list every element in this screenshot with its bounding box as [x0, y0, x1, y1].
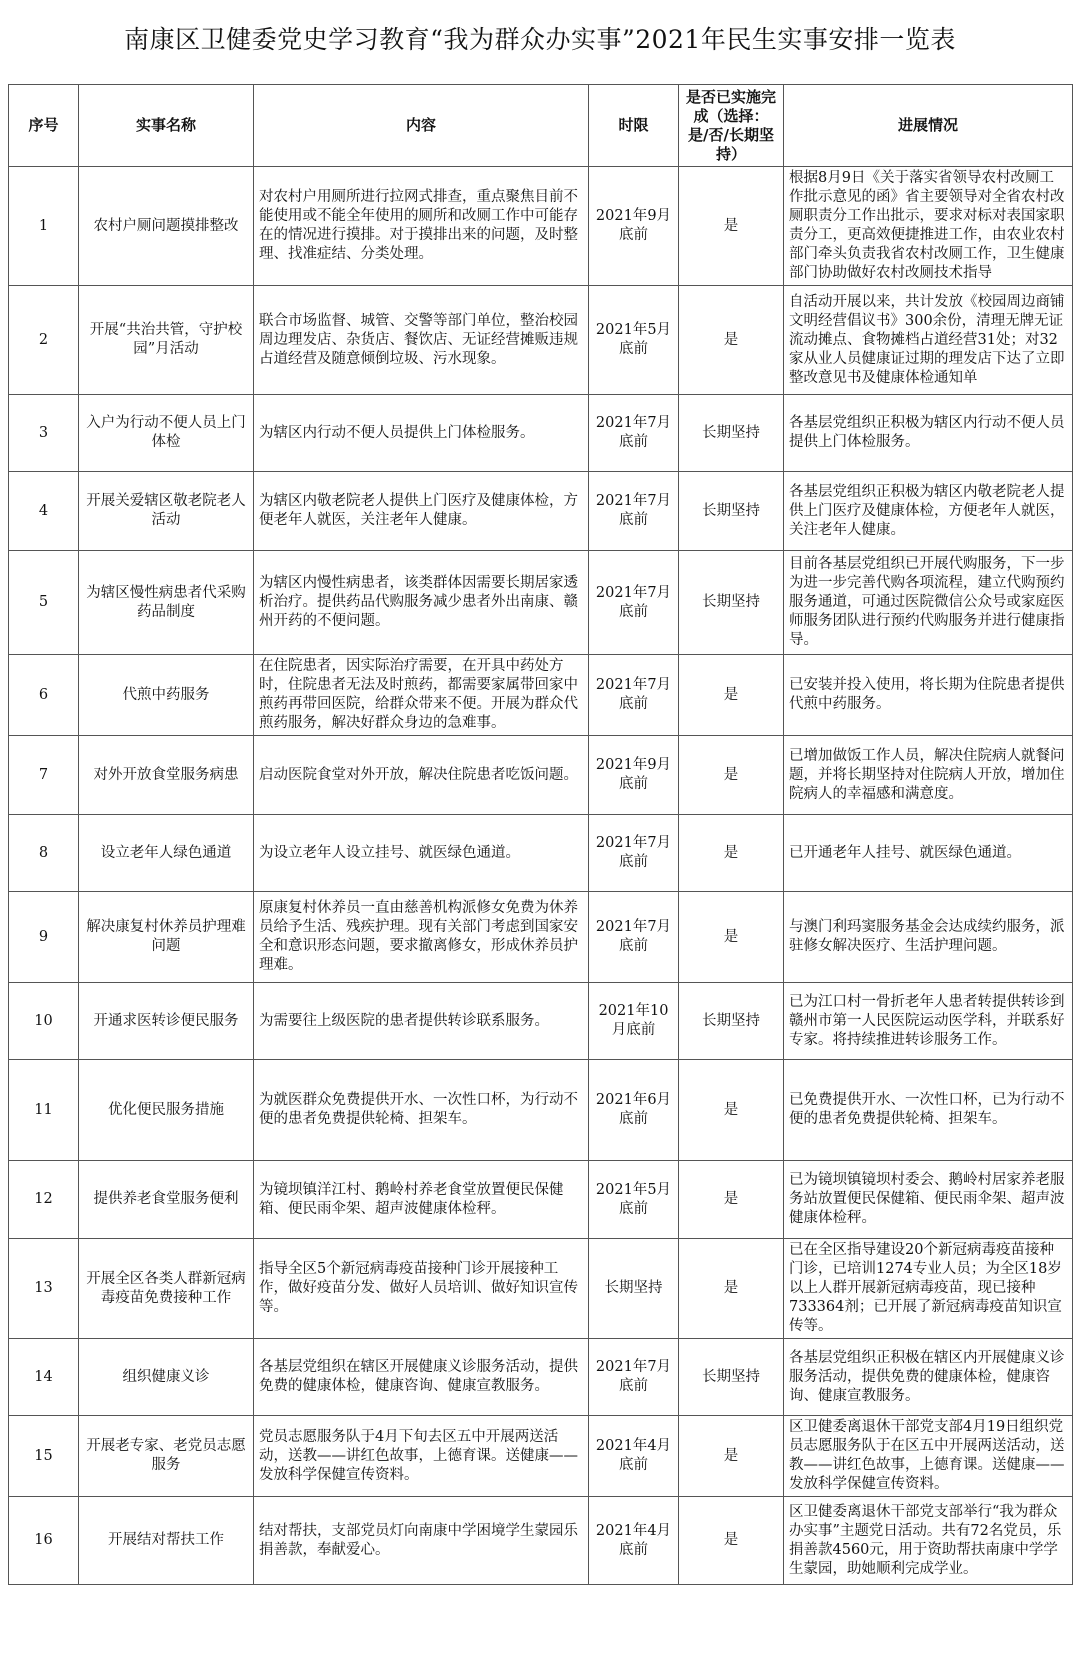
task-name: 开展全区各类人群新冠病毒疫苗免费接种工作 — [79, 1239, 254, 1339]
task-deadline: 2021年5月底前 — [589, 286, 679, 395]
task-name: 对外开放食堂服务病患 — [79, 736, 254, 815]
page-title: 南康区卫健委党史学习教育“我为群众办实事”2021年民生实事安排一览表 — [124, 25, 956, 54]
row-number: 6 — [9, 655, 79, 736]
table-row — [9, 551, 1073, 655]
task-name: 入户为行动不便人员上门体检 — [79, 395, 254, 472]
task-status: 长期坚持 — [679, 1339, 784, 1416]
task-content: 原康复村休养员一直由慈善机构派修女免费为休养员给予生活、残疾护理。现有关部门考虑到国家安全和意识形态问题，要求撤离修女，形成休养员护理难。 — [254, 892, 589, 983]
task-progress: 已为江口村一骨折老年人患者转提供转诊到赣州市第一人民医院运动医学科，并联系好专家。将持续推进转诊服务工作。 — [784, 983, 1073, 1060]
task-name: 为辖区慢性病患者代采购药品制度 — [79, 551, 254, 655]
header-deadline: 时限 — [589, 85, 679, 167]
row-number: 11 — [9, 1060, 79, 1161]
task-progress: 各基层党组织正积极为辖区内敬老院老人提供上门医疗及健康体检，方便老年人就医，关注老年人健康。 — [784, 472, 1073, 551]
task-status: 是 — [679, 1161, 784, 1239]
task-content: 为辖区内慢性病患者，该类群体因需要长期居家透析治疗。提供药品代购服务减少患者外出南康、赣州开药的不便问题。 — [254, 551, 589, 655]
row-number: 4 — [9, 472, 79, 551]
task-deadline: 2021年7月底前 — [589, 655, 679, 736]
table-row — [9, 395, 1073, 472]
row-number: 15 — [9, 1416, 79, 1497]
task-status: 是 — [679, 892, 784, 983]
task-deadline: 2021年6月底前 — [589, 1060, 679, 1161]
table-row — [9, 286, 1073, 395]
table-row — [9, 1416, 1073, 1497]
task-deadline: 2021年9月底前 — [589, 736, 679, 815]
task-progress: 各基层党组织正积极在辖区内开展健康义诊服务活动，提供免费的健康体检，健康咨询、健康宣教服务。 — [784, 1339, 1073, 1416]
task-name: 组织健康义诊 — [79, 1339, 254, 1416]
header-row — [9, 85, 1073, 167]
task-progress: 已增加做饭工作人员，解决住院病人就餐问题，并将长期坚持对住院病人开放，增加住院病人的幸福感和满意度。 — [784, 736, 1073, 815]
task-deadline: 2021年9月底前 — [589, 167, 679, 286]
header-progress: 进展情况 — [784, 85, 1073, 167]
task-status: 是 — [679, 1060, 784, 1161]
task-progress: 各基层党组织正积极为辖区内行动不便人员提供上门体检服务。 — [784, 395, 1073, 472]
task-status: 是 — [679, 167, 784, 286]
table-row — [9, 892, 1073, 983]
task-progress: 目前各基层党组织已开展代购服务，下一步为进一步完善代购各项流程，建立代购预约服务通道，可通过医院微信公众号或家庭医师服务团队进行预约代购服务并进行健康指导。 — [784, 551, 1073, 655]
task-deadline: 2021年7月底前 — [589, 395, 679, 472]
task-status: 是 — [679, 1416, 784, 1497]
task-progress: 与澳门利玛窦服务基金会达成续约服务，派驻修女解决医疗、生活护理问题。 — [784, 892, 1073, 983]
task-content: 为需要往上级医院的患者提供转诊联系服务。 — [254, 983, 589, 1060]
row-number: 8 — [9, 815, 79, 892]
table-row — [9, 1060, 1073, 1161]
table-row — [9, 983, 1073, 1060]
task-content: 在住院患者，因实际治疗需要，在开具中药处方时，住院患者无法及时煎药，都需要家属带回家中煎药再带回医院，给群众带来不便。开展为群众代煎药服务，解决好群众身边的急难事。 — [254, 655, 589, 736]
task-content: 对农村户用厕所进行拉网式排查，重点聚焦目前不能使用或不能全年使用的厕所和改厕工作中可能存在的情况进行摸排。对于摸排出来的问题，及时整理、找准症结、分类处理。 — [254, 167, 589, 286]
table-row — [9, 167, 1073, 286]
row-number: 9 — [9, 892, 79, 983]
task-progress: 已为镜坝镇镜坝村委会、鹅岭村居家养老服务站放置便民保健箱、便民雨伞架、超声波健康体检秤。 — [784, 1161, 1073, 1239]
task-status: 是 — [679, 815, 784, 892]
task-name: 开展结对帮扶工作 — [79, 1497, 254, 1585]
header-content: 内容 — [254, 85, 589, 167]
task-name: 农村户厕问题摸排整改 — [79, 167, 254, 286]
task-progress: 已安装并投入使用，将长期为住院患者提供代煎中药服务。 — [784, 655, 1073, 736]
task-deadline: 2021年5月底前 — [589, 1161, 679, 1239]
header-no: 序号 — [9, 85, 79, 167]
table-row — [9, 1161, 1073, 1239]
row-number: 14 — [9, 1339, 79, 1416]
task-name: 开通求医转诊便民服务 — [79, 983, 254, 1060]
row-number: 2 — [9, 286, 79, 395]
task-name: 设立老年人绿色通道 — [79, 815, 254, 892]
task-content: 为设立老年人设立挂号、就医绿色通道。 — [254, 815, 589, 892]
row-number: 7 — [9, 736, 79, 815]
task-name: 优化便民服务措施 — [79, 1060, 254, 1161]
task-content: 为辖区内敬老院老人提供上门医疗及健康体检，方便老年人就医，关注老年人健康。 — [254, 472, 589, 551]
table-row — [9, 1239, 1073, 1339]
task-content: 为辖区内行动不便人员提供上门体检服务。 — [254, 395, 589, 472]
task-status: 是 — [679, 1239, 784, 1339]
task-content: 各基层党组织在辖区开展健康义诊服务活动，提供免费的健康体检，健康咨询、健康宣教服务。 — [254, 1339, 589, 1416]
table-row — [9, 472, 1073, 551]
task-progress: 自活动开展以来，共计发放《校园周边商铺文明经营倡议书》300余份，清理无牌无证流动摊点、食物摊档占道经营31处；对32家从业人员健康证过期的理发店下达了立即整改意见书及健康体检通知单 — [784, 286, 1073, 395]
task-status: 长期坚持 — [679, 551, 784, 655]
task-progress: 已免费提供开水、一次性口杯，已为行动不便的患者免费提供轮椅、担架车。 — [784, 1060, 1073, 1161]
task-content: 为镜坝镇洋江村、鹅岭村养老食堂放置便民保健箱、便民雨伞架、超声波健康体检秤。 — [254, 1161, 589, 1239]
row-number: 13 — [9, 1239, 79, 1339]
task-name: 开展关爱辖区敬老院老人活动 — [79, 472, 254, 551]
task-deadline: 2021年10月底前 — [589, 983, 679, 1060]
header-name: 实事名称 — [79, 85, 254, 167]
table-row — [9, 815, 1073, 892]
task-status: 长期坚持 — [679, 983, 784, 1060]
row-number: 1 — [9, 167, 79, 286]
task-progress: 根据8月9日《关于落实省领导农村改厕工作批示意见的函》省主要领导对全省农村改厕职责分工作出批示，要求对标对表国家职责分工，更高效便捷推进工作，由农业农村部门牵头负责我省农村改厕工作，卫生健康部门协助做好农村改厕技术指导 — [784, 167, 1073, 286]
task-name: 开展老专家、老党员志愿服务 — [79, 1416, 254, 1497]
task-deadline: 2021年7月底前 — [589, 892, 679, 983]
task-deadline: 长期坚持 — [589, 1239, 679, 1339]
row-number: 5 — [9, 551, 79, 655]
table-row — [9, 655, 1073, 736]
task-status: 是 — [679, 286, 784, 395]
task-content: 党员志愿服务队于4月下旬去区五中开展两送活动，送教——讲红色故事，上德育课。送健康——发放科学保健宣传资料。 — [254, 1416, 589, 1497]
task-progress: 区卫健委离退休干部党支部4月19日组织党员志愿服务队于在区五中开展两送活动，送教——讲红色故事，上德育课。送健康——发放科学保健宣传资料。 — [784, 1416, 1073, 1497]
row-number: 10 — [9, 983, 79, 1060]
task-progress: 已开通老年人挂号、就医绿色通道。 — [784, 815, 1073, 892]
table-row — [9, 1497, 1073, 1585]
task-status: 是 — [679, 736, 784, 815]
task-status: 长期坚持 — [679, 472, 784, 551]
task-progress: 区卫健委离退休干部党支部举行“我为群众办实事”主题党日活动。共有72名党员，乐捐善款4560元，用于资助帮扶南康中学学生蒙园，助她顺利完成学业。 — [784, 1497, 1073, 1585]
task-content: 指导全区5个新冠病毒疫苗接种门诊开展接种工作，做好疫苗分发、做好人员培训、做好知识宣传等。 — [254, 1239, 589, 1339]
task-deadline: 2021年7月底前 — [589, 472, 679, 551]
task-deadline: 2021年7月底前 — [589, 1339, 679, 1416]
task-content: 启动医院食堂对外开放，解决住院患者吃饭问题。 — [254, 736, 589, 815]
task-name: 提供养老食堂服务便利 — [79, 1161, 254, 1239]
task-progress: 已在全区指导建设20个新冠病毒疫苗接种门诊，已培训1274专业人员；为全区18岁以上人群开展新冠病毒疫苗，现已接种733364剂；已开展了新冠病毒疫苗知识宣传等。 — [784, 1239, 1073, 1339]
task-content: 联合市场监督、城管、交警等部门单位，整治校园周边理发店、杂货店、餐饮店、无证经营摊贩违规占道经营及随意倾倒垃圾、污水现象。 — [254, 286, 589, 395]
row-number: 12 — [9, 1161, 79, 1239]
task-deadline: 2021年4月底前 — [589, 1497, 679, 1585]
task-deadline: 2021年4月底前 — [589, 1416, 679, 1497]
task-content: 结对帮扶，支部党员灯向南康中学困境学生蒙园乐捐善款，奉献爱心。 — [254, 1497, 589, 1585]
task-content: 为就医群众免费提供开水、一次性口杯，为行动不便的患者免费提供轮椅、担架车。 — [254, 1060, 589, 1161]
task-name: 开展“共治共管，守护校园”月活动 — [79, 286, 254, 395]
row-number: 3 — [9, 395, 79, 472]
task-status: 长期坚持 — [679, 395, 784, 472]
table-row — [9, 1339, 1073, 1416]
task-status: 是 — [679, 1497, 784, 1585]
task-deadline: 2021年7月底前 — [589, 815, 679, 892]
header-status: 是否已实施完成（选择：是/否/长期坚持） — [679, 85, 784, 167]
task-name: 解决康复村休养员护理难问题 — [79, 892, 254, 983]
projects-table — [8, 84, 1073, 1585]
task-deadline: 2021年7月底前 — [589, 551, 679, 655]
table-row — [9, 736, 1073, 815]
task-name: 代煎中药服务 — [79, 655, 254, 736]
task-status: 是 — [679, 655, 784, 736]
row-number: 16 — [9, 1497, 79, 1585]
